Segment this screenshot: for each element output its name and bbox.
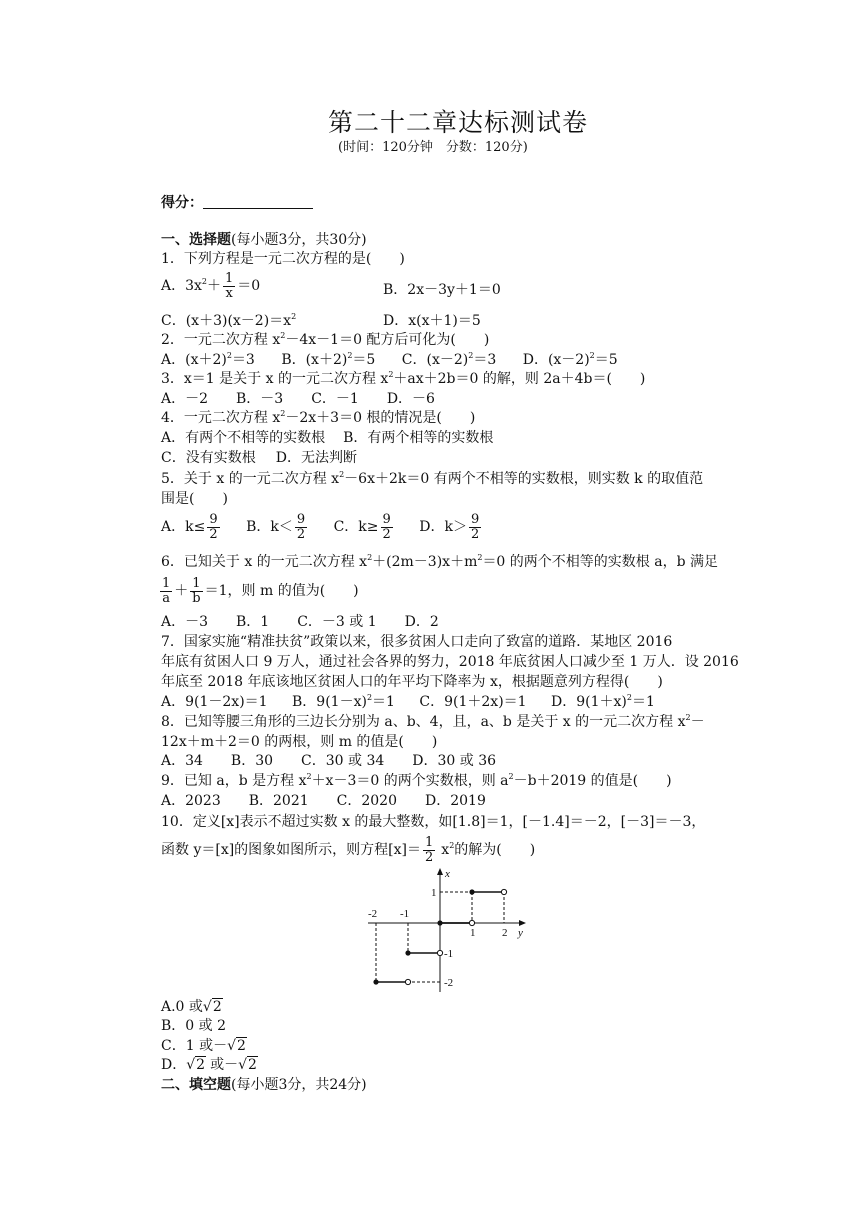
q7-options	[161, 695, 655, 709]
q10-frac: $\frac{1}{2}$	[425, 835, 434, 865]
closed-point	[405, 950, 410, 955]
q7-option-d: D．$9(1+x)^2=1$	[551, 693, 655, 710]
q4-option-a: A．有两个不相等的实数根	[161, 430, 326, 446]
q6-stem-line2: $\frac{1}{a}$ ＋ $\frac{1}{b}$ ＝1，则 m 的值为( )	[162, 576, 359, 606]
q10-option-c: C．1 或－√2	[161, 1038, 246, 1054]
sqrt-icon: √2	[202, 999, 222, 1015]
q2-option-b: B．$(x+2)^2=5$	[281, 351, 376, 368]
q2-stem-post: －4x－1＝0 配方后可化为( )	[285, 332, 490, 348]
q10-option-d: D．√2 或－√2	[161, 1057, 257, 1073]
q5-stem-line2: 围是( )	[161, 491, 228, 507]
q3-stem: 3．x＝1 是关于 x 的一元二次方程 $x^2+ax+2b=0$ 的解，则 2a＋4b＝( )	[161, 370, 646, 387]
q8-options: A．34 B．30 C．30 或 34 D．30 或 36	[161, 753, 497, 769]
q2-stem	[161, 333, 489, 347]
q1-option-d: D．x(x＋1)＝5	[383, 313, 481, 329]
q1-a-plus: ＋	[207, 278, 222, 295]
q7-option-a: A．9(1－2x)＝1	[161, 694, 268, 710]
closed-point	[437, 920, 442, 925]
section-1-title: 一、选择题	[161, 232, 231, 248]
open-point	[501, 889, 506, 894]
q5-option-b: B．k＜ $\frac{9}{2}$	[246, 512, 306, 542]
q10-option-a: A.0 或√2	[161, 999, 222, 1015]
q6-stem-line1: 6．已知关于 x 的一元二次方程 $x^2+(2m-3)x+m^2=0$ 的两个不相等的实数根 a，b 满足	[161, 553, 719, 570]
q7-line1: 7．国家实施“精准扶贫”政策以来，很多贫困人口走向了致富的道路．某地区 2016	[161, 634, 673, 650]
vertical-arrow-icon	[437, 868, 443, 875]
q10-line1: 10．定义[x]表示不超过实数 x 的最大整数，如[1.8]＝1，[－1.4]＝－2，[－3]＝－3，	[161, 814, 706, 830]
q2-option-c: C．$(x-2)^2=3$	[401, 351, 497, 368]
q4-options-row1	[161, 431, 493, 445]
q1-c-pre: C．(x＋3)(x－2)＝x	[161, 313, 292, 329]
x-tick-neg2: -2	[368, 908, 378, 920]
y-tick-neg2: -2	[444, 977, 454, 989]
section-1-heading	[161, 233, 367, 247]
x-tick-2: 2	[502, 927, 508, 939]
y-axis-label: x	[445, 868, 450, 880]
open-point	[469, 920, 474, 925]
q1-option-c	[161, 314, 296, 328]
q2-stem-pre: 2．一元二次方程 x	[161, 332, 281, 348]
q7-line2: 年底有贫困人口 9 万人，通过社会各界的努力，2018 年底贫困人口减少至 1 万人．设 2016	[161, 654, 739, 670]
score-label-text: 得分：	[161, 195, 203, 211]
q4-option-b: B．有两个相等的实数根	[343, 430, 494, 446]
step-function-graph	[360, 868, 540, 994]
section-2-heading	[161, 1078, 367, 1092]
score-blank	[203, 196, 313, 209]
q5-option-a: A．k≤ $\frac{9}{2}$	[161, 512, 218, 542]
q1-stem: 1．下列方程是一元二次方程的是( )	[161, 251, 405, 267]
q1-a-num: 1	[225, 271, 234, 286]
q8-line2: 12x＋m＋2＝0 的两根，则 m 的值是( )	[161, 734, 438, 750]
q1-a-post: ＝0	[237, 278, 261, 295]
sqrt-icon: √2	[227, 1038, 246, 1054]
q4-option-c: C．没有实数根	[161, 450, 256, 466]
page-subtitle: (时间：120分钟 分数：120分)	[338, 140, 528, 155]
open-point	[437, 950, 442, 955]
x-tick-1: 1	[470, 927, 476, 939]
q1-a-fraction	[223, 272, 235, 300]
q1-option-b: B．2x－3y＋1＝0	[383, 282, 501, 298]
q4-stem: 4．一元二次方程 $x^2-2x+3=0$ 根的情况是( )	[161, 409, 476, 426]
q5-stem-line1: 5．关于 x 的一元二次方程 $x^2-6x+2k=0$ 有两个不相等的实数根，则实数 k 的取值范	[161, 470, 704, 487]
q8-line1: 8．已知等腰三角形的三边长分别为 a、b、4，且，a、b 是关于 x 的一元二次方程 $x^2-$	[161, 713, 705, 730]
x-tick-neg1: -1	[400, 908, 410, 920]
sqrt-icon: √2	[186, 1057, 206, 1073]
q9-options: A．2023 B．2021 C．2020 D．2019	[161, 793, 486, 809]
q1-c-sup: 2	[291, 312, 297, 321]
q5-option-d: D．k＞ $\frac{9}{2}$	[419, 512, 480, 542]
q7-option-c: C．9(1＋2x)＝1	[419, 694, 527, 710]
q10-option-b: B．0 或 2	[161, 1018, 227, 1034]
q1-option-a	[161, 272, 260, 300]
q3-options: A．－2 B．－3 C．－1 D．－6	[161, 391, 435, 407]
q7-option-b: B．$9(1-x)^2=1$	[292, 693, 395, 710]
closed-point	[373, 979, 378, 984]
x-axis-label: y	[518, 927, 523, 939]
q5-option-c: C．k≥ $\frac{9}{2}$	[333, 512, 391, 542]
q7-line3: 年底至 2018 年底该地区贫困人口的年平均下降率为 x，根据题意列方程得( )	[161, 674, 663, 690]
section-2-title: 二、填空题	[161, 1077, 231, 1093]
closed-point	[469, 889, 474, 894]
q5-options	[161, 513, 483, 541]
q9-stem: 9．已知 a，b 是方程 $x^2+x-3=0$ 的两个实数根，则 $a^2-b+2019$ 的值是( )	[161, 772, 672, 789]
q1-a-den: x	[225, 285, 233, 301]
q4-option-d: D．无法判断	[275, 450, 357, 466]
sqrt-icon: √2	[238, 1057, 257, 1073]
section-1-note: (每小题3分，共30分)	[231, 232, 367, 248]
open-point	[405, 979, 410, 984]
q2-option-d: D．$(x-2)^2=5$	[522, 351, 618, 368]
q1-a-exp: 2	[201, 277, 208, 287]
q10-line2: 函数 y＝[x]的图象如图所示，则方程[x]＝ $\frac{1}{2}$ $x^2$的解为( )	[161, 835, 536, 865]
horizontal-arrow-icon	[519, 920, 526, 926]
q4-options-row2	[161, 451, 357, 465]
q6-frac-2: $\frac{1}{b}$	[192, 576, 201, 606]
score-label	[161, 196, 313, 210]
section-2-note: (每小题3分，共24分)	[231, 1077, 367, 1093]
q6-frac-1: $\frac{1}{a}$	[162, 576, 171, 606]
y-tick-neg1: -1	[444, 948, 454, 960]
q2-option-a: A．$(x+2)^2=3$	[161, 351, 255, 368]
y-tick-1: 1	[431, 887, 437, 899]
page-title: 第二十二章达标测试卷	[328, 108, 589, 137]
q2-options	[161, 353, 618, 367]
q2-stem-sup: 2	[280, 331, 286, 340]
q6-options: A．－3 B．1 C．－3 或 1 D．2	[161, 614, 439, 630]
q1-a-pre: A．3x	[161, 278, 202, 295]
